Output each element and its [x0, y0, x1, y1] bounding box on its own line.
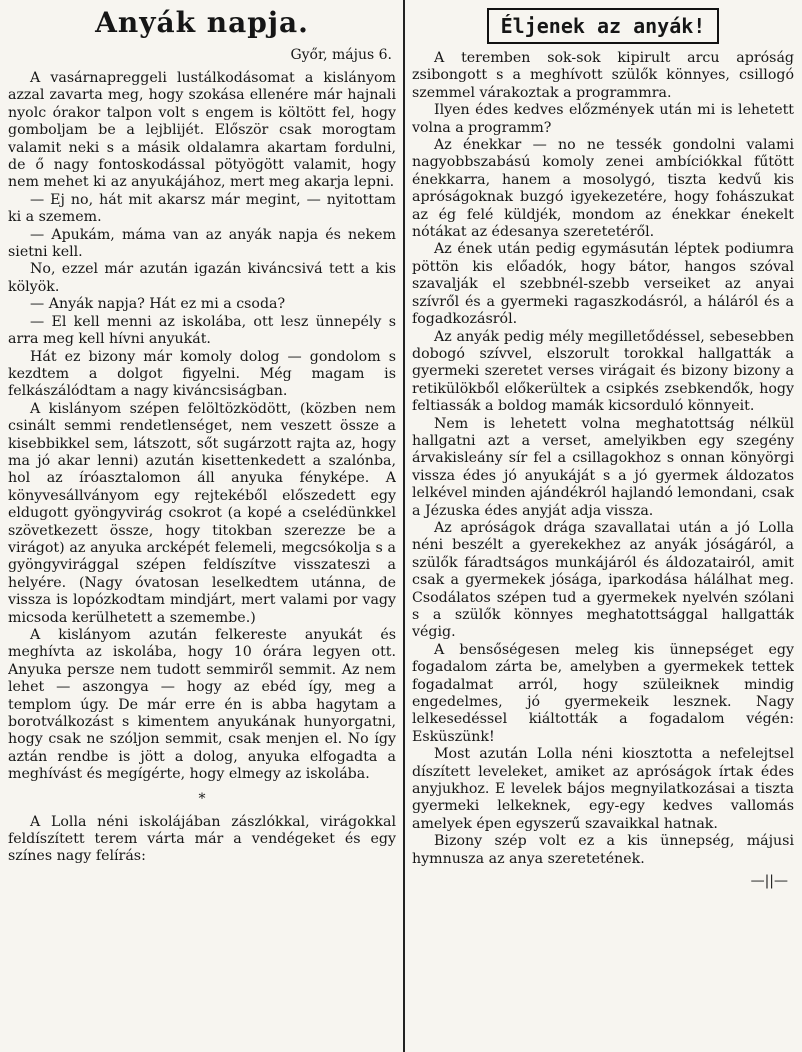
paragraph: — Ej no, hát mit akarsz már megint, — nyitottam ki a szemem.: [8, 191, 396, 226]
paragraph: Az ének után pedig egymásután léptek podiumra pöttön kis előadók, hogy bátor, hangos szóval szavalják el szebbnél-szebb verseiket az anyai szívről és a gyermeki ragaszkodásról, a háláról és a fogadkozásról.: [412, 241, 794, 328]
paragraph: — Anyák napja? Hát ez mi a csoda?: [30, 296, 286, 313]
right-article-title: Éljenek az anyák!: [487, 8, 720, 44]
left-article-title: Anyák napja.: [95, 6, 309, 39]
paragraph: A vasárnapreggeli lustálkodásomat a kislányom azzal zavarta meg, hogy szokása ellenére már hajnali nyolc órakor talpon volt s engem is költött fel, hogy gomboljam be a lejblijét. Először csak morogtam valamit neki s a másik oldalamra akartam fordulni, de ő nagy fontoskodással pötyögött valamit, hogy nem mehet ki az anyukájához, mert meg akarja lepni.: [8, 70, 396, 191]
paragraph: No, ezzel már azután igazán kiváncsivá tett a kis kölyök.: [8, 261, 396, 295]
paragraph: A teremben sok-sok kipirult arcu apróság zsibongott s a meghívott szülők könnyes, csillogó szemmel várakoztak a programmra.: [412, 50, 794, 101]
paragraph: — Apukám, máma van az anyák napja és nekem sietni kell.: [8, 226, 396, 261]
paragraph: A kislányom szépen felöltözködött, (közben nem csinált semmi rendetlenséget, nem veszett össze a kisebbikkel sem, látszott, sőt sugárzott rajta az, hogy ma jó akar lenni) azután kisettenkedett a szalónba, hol az íróasztalomon áll anyuka fényképe. A könyvesállványom egy rejtekéből előszedett egy eldugott gyöngyvirág csokrot (a kopé a cselédünkkel szövetkezett össze, hogy titokban szerezze be a virágot) az anyuka arcképét felemeli, megcsókolja s a gyöngyvirággal szépen feldíszítve visszateszi a helyére. (Nagy óvatosan leselkedtem utánna, de vissza is lopózkodtam mindjárt, mert valami por vagy micsoda kerülhetett a szemembe.): [8, 400, 396, 626]
author-signature: —||—: [750, 873, 788, 890]
right-article: [412, 6, 794, 1046]
paragraph: Bizony szép volt ez a kis ünnepség, májusi hymnusza az anya szeretetének.: [412, 833, 794, 867]
paragraph: Nem is lehetett volna meghatottság nélkül hallgatni azt a verset, amelyikben egy szegény árvakisleány sír fel a csillagokhoz s onnan könyörgi vissza édes jó anyukáját s a jó gyermek áldozatos lelkével minden ajándékról hajlandó lemondani, csak a Jézuska édes anyját adja vissza.: [412, 415, 794, 519]
paragraph: Ilyen édes kedves előzmények után mi is lehetett volna a programm?: [412, 102, 794, 136]
paragraph: A bensőségesen meleg kis ünnepséget egy fogadalom zárta be, amelyben a gyermekek tettek fogadalmat arról, hogy szüleiknek mindig engedelmes, jó gyermekeik lesznek. Nagy lelkesedéssel kiáltották a fogadalom végén: Esküszünk!: [412, 641, 794, 745]
right-article-title-box: [412, 8, 794, 44]
dateline: Győr, május 6.: [290, 47, 392, 63]
closing-paragraph: A Lolla néni iskolájában zászlókkal, virágokkal feldíszített terem várta már a vendégeket és egy színes nagy felírás:: [8, 813, 396, 865]
paragraph: — El kell menni az iskolába, ott lesz ünnepély s arra meg kell hívni anyukát.: [8, 313, 396, 348]
paragraph: Az énekkar — no ne tessék gondolni valami nagyobbszabású komoly zenei ambíciókkal fűtött énekkarra, hanem a mosolygó, tiszta kedvű kis apróságoknak buzgó igyekezetére, hogy fohászukat az ég felé küldjék, mondom az énekkar énekelt nótákat az édesanya szeretetéről.: [412, 137, 794, 241]
column-divider: [403, 0, 405, 1052]
paragraph: Az anyák pedig mély megilletődéssel, sebesebben dobogó szívvel, elszorult torokkal hallgatták a gyermeki szeretet verses virágait és bizony bizony a retikülökből előkerültek a csipkés zsebkendők, hogy feltiassák a boldog mamák kicsorduló könnyeit.: [412, 328, 794, 415]
left-article: [8, 6, 396, 1046]
paragraph: Most azután Lolla néni kiosztotta a nefelejtsel díszített leveleket, amiket az apróságok írtak édes anyjukhoz. E levelek bájos megnyilatkozásai a tiszta gyermeki lelkeknek, egy-egy kedves vallomás amelyek épen egyszerű szavaikkal hatnak.: [412, 746, 794, 832]
paragraph: Az apróságok drága szavallatai után a jó Lolla néni beszélt a gyerekekhez az anyák jóságáról, a szülők fáradtságos munkájáról és áldozatairól, amit csak a gyermekek jósága, iparkodása hálálhat meg. Csodálatos szépen tud a gyermekek nyelvén szólani s a szülők könnyes meghatottsággal hallgatták végig.: [412, 519, 794, 641]
section-separator: *: [198, 790, 206, 807]
paragraph: A kislányom azután felkereste anyukát és meghívta az iskolába, hogy 10 órára legyen ott. Anyuka persze nem tudott semmiről semmit. Az nem lehet — aszongya — hogy az ebéd így, meg a templom úgy. De már erre én is abba hagytam a borotválkozást s kimentem anyukának hunyorgatni, hogy csak ne szóljon semmit, csak menjen el. No így aztán rendbe is jött a dolog, anyuka elfogadta a meghívást és megígérte, hogy elmegy az iskolába.: [8, 627, 396, 783]
paragraph: Hát ez bizony már komoly dolog — gondolom s kezdtem a dolgot figyelni. Még magam is felkászálódtam a nagy kiváncsiságban.: [8, 348, 396, 400]
